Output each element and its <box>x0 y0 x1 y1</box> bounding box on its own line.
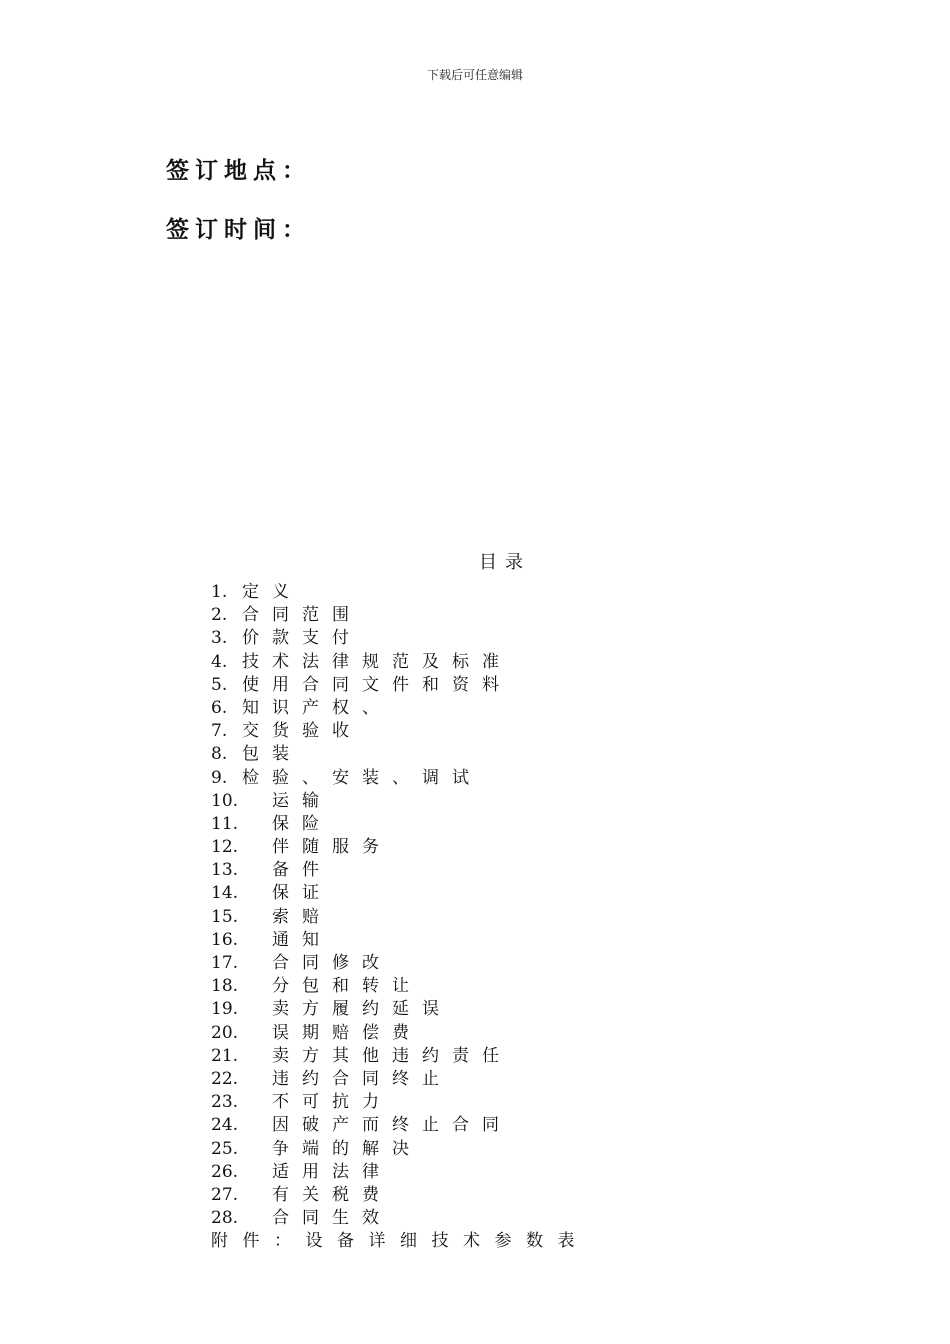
toc-item <box>211 581 589 604</box>
toc-item <box>211 790 589 813</box>
toc-item-number: 21. <box>211 1045 239 1066</box>
toc-item <box>211 1161 589 1184</box>
toc-item-number: 19. <box>211 999 239 1020</box>
toc-item-text: 通知 <box>272 929 332 950</box>
toc-item-number: 15. <box>211 906 239 927</box>
toc-item-number: 14. <box>211 883 239 904</box>
toc-item-text: 技术法律规范及标准 <box>242 651 512 672</box>
toc-item-text: 有关税费 <box>272 1184 392 1205</box>
toc-item-text: 使用合同文件和资料 <box>242 674 512 695</box>
toc-item <box>211 604 589 627</box>
toc-item-text: 合同生效 <box>272 1208 392 1229</box>
toc-item <box>211 720 589 743</box>
toc-item-text: 误期赔偿费 <box>272 1022 422 1043</box>
toc-item <box>211 813 589 836</box>
toc-item-number: 4. <box>211 651 228 672</box>
toc-item-text: 价款支付 <box>242 628 362 649</box>
toc-item <box>211 651 589 674</box>
toc-item <box>211 1045 589 1068</box>
toc-item <box>211 674 589 697</box>
toc-item-number: 12. <box>211 837 239 858</box>
toc-item <box>211 743 589 766</box>
toc-item <box>211 1114 589 1137</box>
toc-item-text: 伴随服务 <box>272 837 392 858</box>
toc-item-text: 适用法律 <box>272 1161 392 1182</box>
toc-item-text: 知识产权、 <box>242 697 392 718</box>
signing-place-label: 签订地点： <box>166 158 311 184</box>
toc-item <box>211 1138 589 1161</box>
toc-item-number: 13. <box>211 860 239 881</box>
toc-item <box>211 952 589 975</box>
table-of-contents <box>211 581 589 1253</box>
toc-item <box>211 1184 589 1207</box>
toc-item-text: 保险 <box>272 813 332 834</box>
toc-item <box>211 836 589 859</box>
toc-item-number: 9. <box>211 767 228 788</box>
toc-item <box>211 975 589 998</box>
toc-item-number: 26. <box>211 1161 239 1182</box>
toc-appendix-text: 附件：设备详细技术参数表 <box>211 1231 589 1252</box>
toc-item-text: 卖方履约延误 <box>272 999 452 1020</box>
toc-item-text: 不可抗力 <box>272 1092 392 1113</box>
signing-time-label: 签订时间： <box>166 217 311 243</box>
toc-item-text: 合同修改 <box>272 953 392 973</box>
toc-item-number: 24. <box>211 1115 239 1136</box>
toc-item <box>211 998 589 1021</box>
toc-item-number: 22. <box>211 1068 239 1089</box>
toc-item-number: 25. <box>211 1138 239 1159</box>
toc-item <box>211 906 589 929</box>
toc-item <box>211 1207 589 1230</box>
toc-item-text: 索赔 <box>272 906 332 927</box>
toc-item <box>211 882 589 905</box>
toc-item-text: 分包和转让 <box>272 976 422 997</box>
toc-item-text: 卖方其他违约责任 <box>272 1045 512 1066</box>
toc-item-number: 3. <box>211 628 228 649</box>
toc-item-text: 运输 <box>272 790 332 811</box>
toc-item-number: 2. <box>211 605 228 626</box>
header-note: 下载后可任意编辑 <box>426 68 523 82</box>
toc-item-text: 包装 <box>242 744 302 765</box>
toc-item-number: 1. <box>211 582 228 602</box>
toc-item-number: 28. <box>211 1208 239 1229</box>
toc-item <box>211 1091 589 1114</box>
toc-item-number: 18. <box>211 976 239 997</box>
toc-item <box>211 627 589 650</box>
toc-item-number: 10. <box>211 790 239 811</box>
toc-item-number: 16. <box>211 929 239 950</box>
toc-item-number: 7. <box>211 721 228 742</box>
toc-item-text: 争端的解决 <box>272 1138 422 1159</box>
toc-item <box>211 859 589 882</box>
toc-item-text: 定义 <box>242 582 302 602</box>
toc-item-text: 合同范围 <box>242 605 362 626</box>
toc-item-number: 11. <box>211 813 239 834</box>
toc-item <box>211 1022 589 1045</box>
toc-item <box>211 697 589 720</box>
toc-item-number: 23. <box>211 1092 239 1113</box>
toc-item-number: 20. <box>211 1022 239 1043</box>
toc-item-text: 保证 <box>272 883 332 904</box>
toc-item-text: 检验、安装、调试 <box>242 767 482 788</box>
toc-item-number: 17. <box>211 953 239 973</box>
toc-item-text: 交货验收 <box>242 721 362 742</box>
toc-item-number: 6. <box>211 697 228 718</box>
toc-item <box>211 767 589 790</box>
toc-item <box>211 1068 589 1091</box>
toc-item-number: 27. <box>211 1184 239 1205</box>
toc-item-number: 8. <box>211 744 228 765</box>
toc-title: 目录 <box>479 552 531 573</box>
toc-item-text: 备件 <box>272 860 332 881</box>
toc-item <box>211 929 589 952</box>
toc-appendix <box>211 1230 589 1253</box>
toc-item-text: 因破产而终止合同 <box>272 1115 512 1136</box>
toc-item-number: 5. <box>211 674 228 695</box>
toc-item-text: 违约合同终止 <box>272 1068 452 1089</box>
